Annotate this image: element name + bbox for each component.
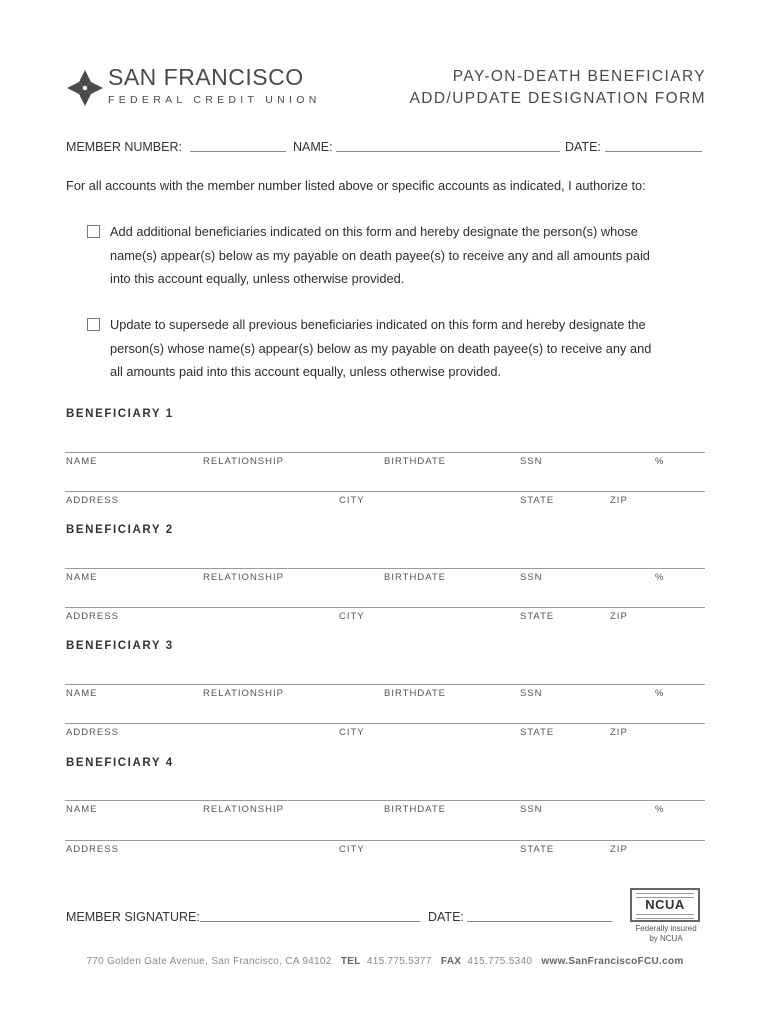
beneficiary-3-address-line[interactable] xyxy=(65,723,705,724)
form-title-line2: ADD/UPDATE DESIGNATION FORM xyxy=(409,90,706,107)
beneficiary-1-address-line[interactable] xyxy=(65,491,705,492)
option-add-line1: Add additional beneficiaries indicated on this form and hereby designate the person(s) whose xyxy=(110,224,638,239)
beneficiary-1-state-label: STATE xyxy=(520,495,555,506)
beneficiary-3-birthdate-label: BIRTHDATE xyxy=(384,688,446,699)
beneficiary-1-city-label: CITY xyxy=(339,495,365,506)
ncua-caption xyxy=(630,924,702,944)
beneficiary-2-heading: BENEFICIARY 2 xyxy=(66,524,174,536)
signature-date-label: DATE: xyxy=(428,910,464,924)
beneficiary-3-ssn-label: SSN xyxy=(520,688,543,699)
beneficiary-1-name-line[interactable] xyxy=(65,452,705,453)
beneficiary-1-ssn-label: SSN xyxy=(520,456,543,467)
footer-tel: 415.775.5377 xyxy=(366,956,432,967)
beneficiary-1-percent-label: % xyxy=(655,456,665,467)
beneficiary-3-state-label: STATE xyxy=(520,727,555,738)
footer-website: www.SanFranciscoFCU.com xyxy=(541,956,684,967)
update-beneficiaries-checkbox[interactable] xyxy=(87,318,100,331)
option-update-text xyxy=(110,313,651,384)
beneficiary-2-address-label: ADDRESS xyxy=(66,611,119,622)
footer-fax-label: FAX xyxy=(440,956,462,967)
beneficiary-4-state-label: STATE xyxy=(520,844,555,855)
beneficiary-3-heading: BENEFICIARY 3 xyxy=(66,640,174,652)
beneficiary-1-heading: BENEFICIARY 1 xyxy=(66,408,174,420)
form-title-line1: PAY-ON-DEATH BENEFICIARY xyxy=(452,68,706,85)
signature-date-field[interactable] xyxy=(467,921,612,922)
intro-text: For all accounts with the member number listed above or specific accounts as indicated, I authorize to: xyxy=(66,178,646,193)
beneficiary-1-zip-label: ZIP xyxy=(610,495,628,506)
beneficiary-3-percent-label: % xyxy=(655,688,665,699)
beneficiary-2-name-label: NAME xyxy=(66,572,98,583)
beneficiary-3-address-label: ADDRESS xyxy=(66,727,119,738)
ncua-bottom-rule xyxy=(636,914,694,919)
option-update-line1: Update to supersede all previous beneficiaries indicated on this form and hereby designate the xyxy=(110,317,646,332)
beneficiary-2-address-line[interactable] xyxy=(65,607,705,608)
member-signature-field[interactable] xyxy=(200,921,420,922)
beneficiary-4-address-line[interactable] xyxy=(65,840,705,841)
option-add-line3: into this account equally, unless otherwise provided. xyxy=(110,271,405,286)
beneficiary-2-state-label: STATE xyxy=(520,611,555,622)
beneficiary-3-relationship-label: RELATIONSHIP xyxy=(203,688,284,699)
option-add-text xyxy=(110,220,650,291)
beneficiary-2-birthdate-label: BIRTHDATE xyxy=(384,572,446,583)
beneficiary-1-name-label: NAME xyxy=(66,456,98,467)
beneficiary-4-name-line[interactable] xyxy=(65,800,705,801)
beneficiary-2-relationship-label: RELATIONSHIP xyxy=(203,572,284,583)
beneficiary-1-relationship-label: RELATIONSHIP xyxy=(203,456,284,467)
org-subtitle: FEDERAL CREDIT UNION xyxy=(108,94,321,106)
member-signature-label: MEMBER SIGNATURE: xyxy=(66,910,200,924)
beneficiary-4-ssn-label: SSN xyxy=(520,804,543,815)
beneficiary-2-ssn-label: SSN xyxy=(520,572,543,583)
beneficiary-1-birthdate-label: BIRTHDATE xyxy=(384,456,446,467)
beneficiary-2-zip-label: ZIP xyxy=(610,611,628,622)
ncua-logo-text: NCUA xyxy=(645,897,685,912)
footer-address: 770 Golden Gate Avenue, San Francisco, CA 94102 xyxy=(86,956,332,967)
beneficiary-3-zip-label: ZIP xyxy=(610,727,628,738)
logo-icon xyxy=(65,68,105,108)
option-update-line3: all amounts paid into this account equally, unless otherwise provided. xyxy=(110,364,502,379)
beneficiary-4-address-label: ADDRESS xyxy=(66,844,119,855)
beneficiary-3-name-label: NAME xyxy=(66,688,98,699)
ncua-caption-line1: Federally insured xyxy=(635,924,697,933)
beneficiary-4-relationship-label: RELATIONSHIP xyxy=(203,804,284,815)
beneficiary-2-name-line[interactable] xyxy=(65,568,705,569)
ncua-caption-line2: by NCUA xyxy=(649,934,683,943)
name-field[interactable] xyxy=(336,151,560,152)
beneficiary-4-name-label: NAME xyxy=(66,804,98,815)
add-beneficiaries-checkbox[interactable] xyxy=(87,225,100,238)
footer-tel-label: TEL xyxy=(340,956,361,967)
beneficiary-4-heading: BENEFICIARY 4 xyxy=(66,757,174,769)
option-update-line2: person(s) whose name(s) appear(s) below as my payable on death payee(s) to receive any and xyxy=(110,340,652,356)
beneficiary-4-percent-label: % xyxy=(655,804,665,815)
member-number-field[interactable] xyxy=(190,151,286,152)
footer-fax: 415.775.5340 xyxy=(467,956,533,967)
option-add-line2: name(s) appear(s) below as my payable on death payee(s) to receive any and all amounts paid xyxy=(110,247,650,263)
beneficiary-3-city-label: CITY xyxy=(339,727,365,738)
ncua-logo xyxy=(630,888,700,922)
name-label: NAME: xyxy=(293,140,333,154)
beneficiary-4-city-label: CITY xyxy=(339,844,365,855)
org-name: SAN FRANCISCO xyxy=(108,64,304,90)
beneficiary-1-address-label: ADDRESS xyxy=(66,495,119,506)
beneficiary-2-percent-label: % xyxy=(655,572,665,583)
member-number-label: MEMBER NUMBER: xyxy=(66,140,182,154)
date-field[interactable] xyxy=(605,151,702,152)
beneficiary-4-zip-label: ZIP xyxy=(610,844,628,855)
beneficiary-2-city-label: CITY xyxy=(339,611,365,622)
date-label: DATE: xyxy=(565,140,601,154)
footer xyxy=(0,956,770,967)
beneficiary-3-name-line[interactable] xyxy=(65,684,705,685)
beneficiary-4-birthdate-label: BIRTHDATE xyxy=(384,804,446,815)
